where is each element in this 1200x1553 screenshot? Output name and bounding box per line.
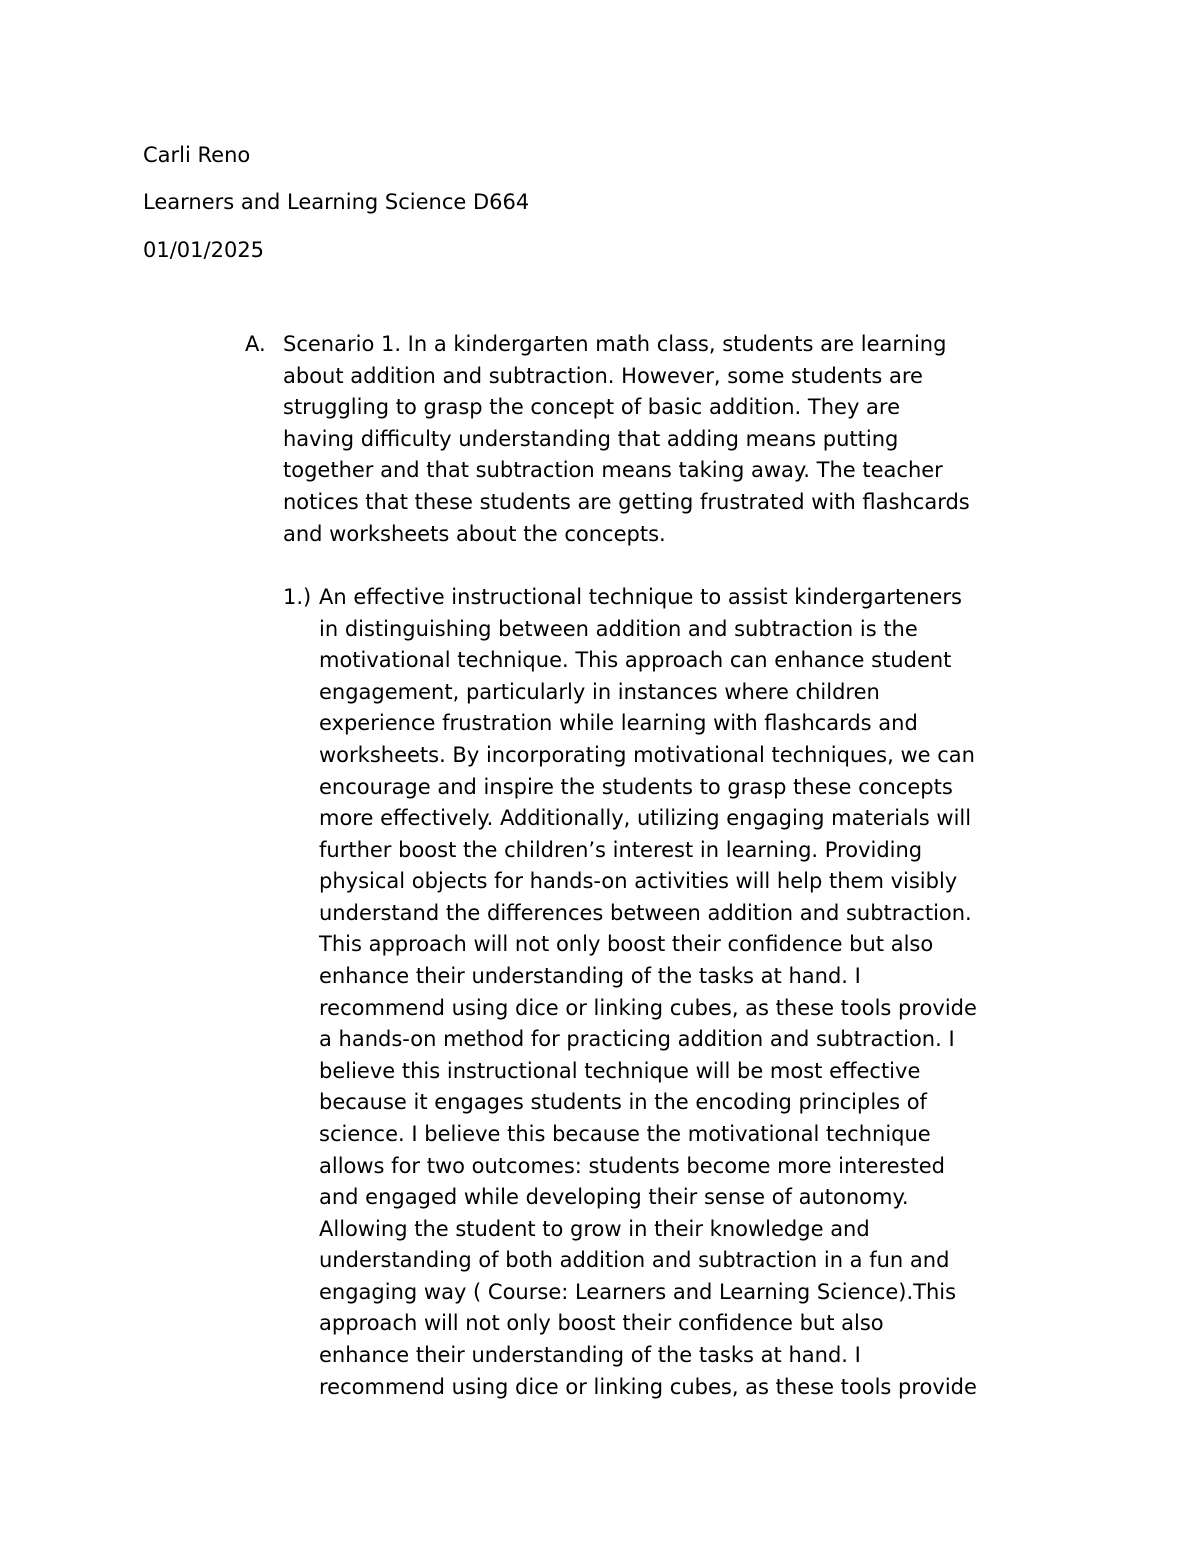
course-title: Learners and Learning Science D664 xyxy=(143,190,530,214)
paragraph-line: encourage and inspire the students to grasp these concepts xyxy=(319,775,953,799)
paragraph-line: further boost the children’s interest in learning. Providing xyxy=(319,838,923,862)
author-name: Carli Reno xyxy=(143,143,251,167)
paragraph-line: experience frustration while learning with flashcards and xyxy=(319,711,918,735)
paragraph-line: notices that these students are getting frustrated with flashcards xyxy=(283,490,970,514)
paragraph-line: together and that subtraction means taking away. The teacher xyxy=(283,458,943,482)
paragraph-line: and worksheets about the concepts. xyxy=(283,522,666,546)
paragraph-line: physical objects for hands-on activities will help them visibly xyxy=(319,869,958,893)
paragraph-line: Allowing the student to grow in their knowledge and xyxy=(319,1217,870,1241)
paragraph-line: recommend using dice or linking cubes, as these tools provide xyxy=(319,1375,977,1399)
paragraph-line: This approach will not only boost their confidence but also xyxy=(319,932,934,956)
paragraph-line: allows for two outcomes: students become more interested xyxy=(319,1154,945,1178)
paragraph-line: engagement, particularly in instances where children xyxy=(319,680,880,704)
paragraph-line: about addition and subtraction. However, some students are xyxy=(283,364,923,388)
paragraph-line: understanding of both addition and subtraction in a fun and xyxy=(319,1248,950,1272)
paragraph-line: believe this instructional technique will be most effective xyxy=(319,1059,921,1083)
paragraph-line: motivational technique. This approach can enhance student xyxy=(319,648,952,672)
paragraph-line: and engaged while developing their sense of autonomy. xyxy=(319,1185,909,1209)
answer-1-marker: 1.) xyxy=(283,585,312,609)
paragraph-line: enhance their understanding of the tasks at hand. I xyxy=(319,1343,861,1367)
section-a-marker: A. xyxy=(245,332,266,356)
paragraph-line: struggling to grasp the concept of basic addition. They are xyxy=(283,395,901,419)
paragraph-line: understand the differences between addition and subtraction. xyxy=(319,901,972,925)
paragraph-line: engaging way ( Course: Learners and Learning Science).This xyxy=(319,1280,957,1304)
paragraph-line: recommend using dice or linking cubes, as these tools provide xyxy=(319,996,977,1020)
paragraph-line: science. I believe this because the motivational technique xyxy=(319,1122,931,1146)
paragraph-line: more effectively. Additionally, utilizing engaging materials will xyxy=(319,806,972,830)
paragraph-line: worksheets. By incorporating motivational techniques, we can xyxy=(319,743,975,767)
paragraph-line: approach will not only boost their confidence but also xyxy=(319,1311,884,1335)
paragraph-line: in distinguishing between addition and subtraction is the xyxy=(319,617,918,641)
paragraph-line: because it engages students in the encoding principles of xyxy=(319,1090,927,1114)
paragraph-line: having difficulty understanding that adding means putting xyxy=(283,427,899,451)
paragraph-line: enhance their understanding of the tasks at hand. I xyxy=(319,964,861,988)
paragraph-line: Scenario 1. In a kindergarten math class, students are learning xyxy=(283,332,947,356)
document-date: 01/01/2025 xyxy=(143,238,265,262)
paragraph-line: An effective instructional technique to assist kindergarteners xyxy=(319,585,962,609)
paragraph-line: a hands-on method for practicing addition and subtraction. I xyxy=(319,1027,955,1051)
